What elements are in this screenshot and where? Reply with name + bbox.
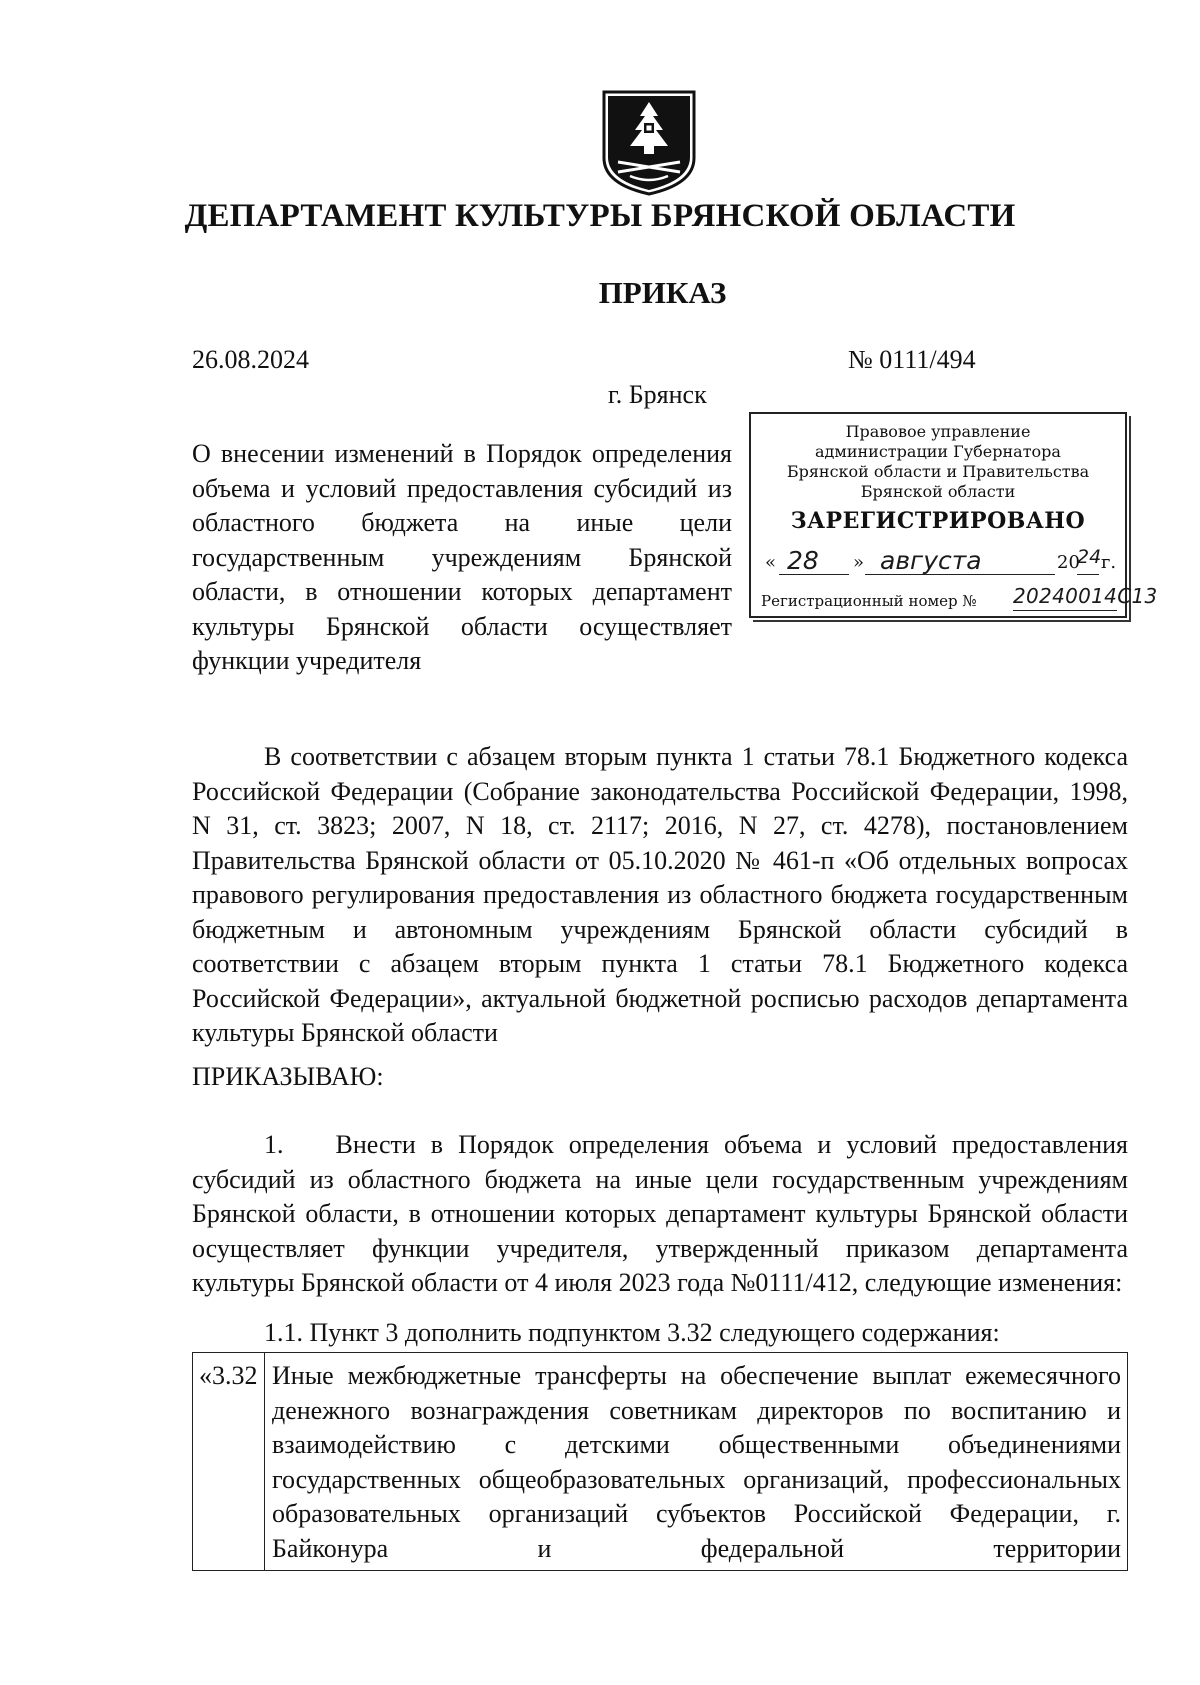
department-title: ДЕПАРТАМЕНТ КУЛЬТУРЫ БРЯНСКОЙ ОБЛАСТИ (184, 198, 1016, 234)
stamp-line-2: администрации Губернатора (815, 442, 1061, 461)
order-item-1-1: 1.1. Пункт 3 дополнить подпунктом 3.32 следующего содержания: (264, 1318, 1000, 1347)
stamp-year-prefix: 20 (1057, 552, 1080, 573)
stamp-year-suffix: г. (1101, 552, 1117, 573)
stamp-line-1: Правовое управление (845, 422, 1031, 441)
bryansk-coat-of-arms-icon (600, 88, 698, 196)
document-type-title: ПРИКАЗ (598, 275, 727, 310)
stamp-registration-label: Регистрационный номер № (761, 592, 977, 610)
document-date: 26.08.2024 (192, 345, 309, 374)
order-heading: ПРИКАЗЫВАЮ: (192, 1062, 384, 1091)
stamp-day-underline (779, 574, 849, 575)
document-number: № 0111/494 (848, 345, 976, 374)
amendment-table (192, 1352, 1128, 1571)
preamble-paragraph: В соответствии с абзацем вторым пункта 1 статьи 78.1 Бюджетного кодекса Российской Федерации (Собрание законодательства Российской Федерации, 1998, N 31, ст. 3823; 2007, N 18, ст. 2117; 2016, N 27, ст. 4278), постановлением Правительства Брянской области от 05.10.2020 № 461-п «Об отдельных вопросах правового регулирования предоставления из областного бюджета государственным бюджетным и автономным учреждениям Брянской области субсидий в соответствии с абзацем вторым пункта 1 статьи 78.1 Бюджетного кодекса Российской Федерации», актуальной бюджетной росписью расходов департамента культуры Брянской области (192, 742, 1128, 1047)
document-subject: О внесении изменений в Порядок определения объема и условий предоставления субсидий из областного бюджета на иные цели государственным учреждениям Брянской области, в отношении которых департамент культуры Брянской области осуществляет функции учредителя (192, 439, 732, 675)
stamp-year-underline (1077, 574, 1099, 575)
stamp-quote-open: « (765, 552, 777, 573)
document-city: г. Брянск (608, 380, 707, 409)
registration-stamp (749, 412, 1158, 618)
stamp-registration-number: 20240014С13 (1013, 584, 1158, 608)
stamp-month-handwritten: августа (880, 546, 982, 575)
stamp-line-3: Брянской области и Правительства (786, 462, 1090, 481)
amendment-number-cell: «3.32 (193, 1353, 265, 1570)
order-item-1: 1. Внести в Порядок определения объема и условий предоставления субсидий из областного бюджета на иные цели государственным учреждениям Брянской области, в отношении которых департамент культуры Брянской области осуществляет функции учредителя, утвержденный приказом департамента культуры Брянской области от 4 июля 2023 года №0111/412, следующие изменения: (192, 1130, 1128, 1297)
stamp-date-row (765, 546, 1115, 578)
stamp-registered-label: ЗАРЕГИСТРИРОВАНО (790, 508, 1086, 534)
stamp-quote-close: » (853, 552, 865, 573)
amendment-text-cell: Иные межбюджетные трансферты на обеспечение выплат ежемесячного денежного вознаграждения советникам директоров по воспитанию и взаимодействию с детскими общественными объединениями государственных общеобразовательных организаций, профессиональных образовательных организаций субъектов Российской Федерации, г. Байконура и федеральной территории (272, 1361, 1121, 1563)
stamp-month-underline (865, 574, 1055, 575)
stamp-year-handwritten: 24 (1077, 546, 1102, 568)
stamp-registration-underline (1013, 610, 1117, 611)
stamp-day-handwritten: 28 (787, 546, 819, 575)
stamp-line-4: Брянской области (860, 482, 1016, 501)
